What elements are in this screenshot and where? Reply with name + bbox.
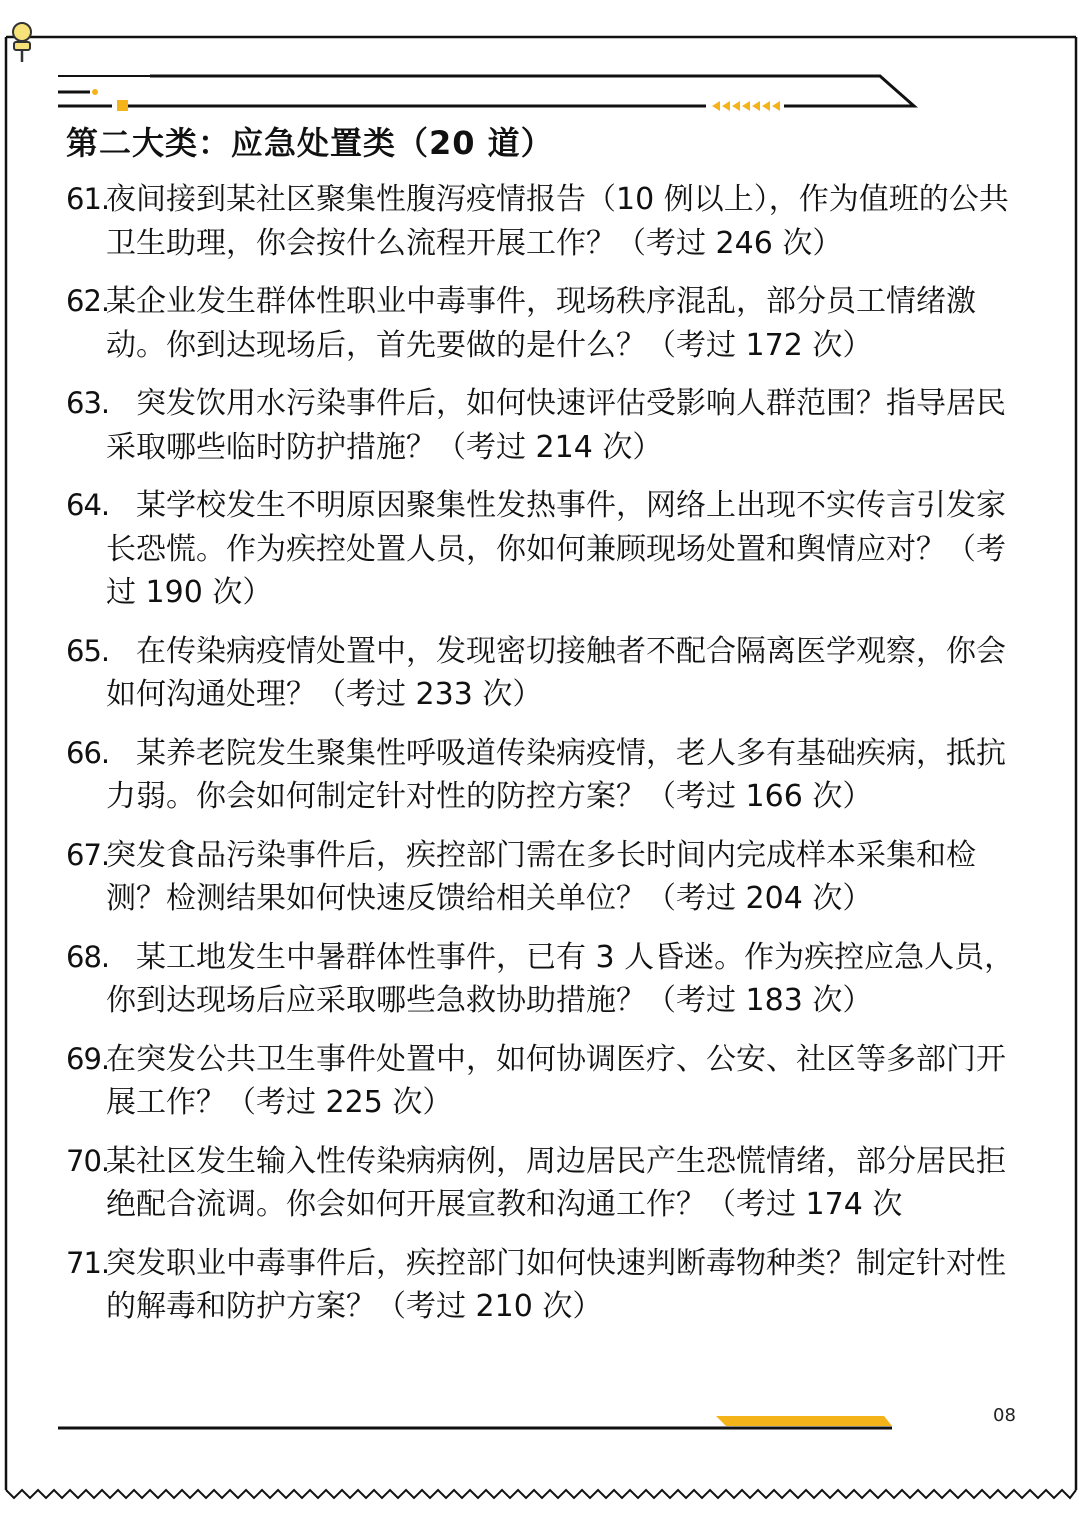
footer-decoration <box>58 1416 892 1428</box>
question-text: 突发职业中毒事件后，疾控部门如何快速判断毒物种类？制定针对性的解毒和防护方案？（考过 210 次） <box>106 1245 1006 1324</box>
question-list <box>66 178 1016 1344</box>
question-text: 某工地发生中暑群体性事件，已有 3 人昏迷。作为疾控应急人员，你到达现场后应采取哪些急救协助措施？（考过 183 次） <box>106 939 1015 1018</box>
question-item-67 <box>66 834 1016 921</box>
question-number: 70. <box>66 1143 110 1178</box>
question-number: 62. <box>66 284 110 318</box>
question-text: 夜间接到某社区聚集性腹泻疫情报告（10 例以上），作为值班的公共卫生助理，你会按什么流程开展工作？（考过 246 次） <box>106 182 1009 261</box>
question-number: 69. <box>66 1041 110 1076</box>
question-number: 68. <box>66 939 110 974</box>
question-item-61 <box>66 178 1016 265</box>
question-text: 在传染病疫情处置中，发现密切接触者不配合隔离医学观察，你会如何沟通处理？（考过 233 次） <box>106 633 1006 712</box>
question-item-65 <box>66 630 1016 717</box>
question-item-71 <box>66 1242 1016 1329</box>
arrow-decoration-icon <box>712 101 780 111</box>
question-number: 63. <box>66 386 110 420</box>
question-text: 某养老院发生聚集性呼吸道传染病疫情，老人多有基础疾病，抵抗力弱。你会如何制定针对性的防控方案？（考过 166 次） <box>106 735 1006 814</box>
question-number: 66. <box>66 735 110 770</box>
question-item-68 <box>66 936 1016 1023</box>
question-item-64 <box>66 484 1016 615</box>
header-decoration <box>58 76 914 111</box>
question-text: 某社区发生输入性传染病病例，周边居民产生恐慌情绪，部分居民拒绝配合流调。你会如何开展宣教和沟通工作？（考过 174 次 <box>106 1143 1006 1222</box>
question-text: 突发食品污染事件后，疾控部门需在多长时间内完成样本采集和检测？检测结果如何快速反馈给相关单位？（考过 204 次） <box>106 837 976 916</box>
section-title: 第二大类：应急处置类（20 道） <box>66 124 554 162</box>
pushpin-icon <box>13 23 31 62</box>
question-item-66 <box>66 732 1016 819</box>
question-number: 65. <box>66 633 110 668</box>
question-number: 71. <box>66 1245 110 1280</box>
question-number: 67. <box>66 837 110 872</box>
question-number: 61. <box>66 182 110 216</box>
zigzag-bottom-edge <box>6 1490 1076 1498</box>
question-text: 在突发公共卫生事件处置中，如何协调医疗、公安、社区等多部门开展工作？（考过 225 次） <box>106 1041 1006 1120</box>
question-text: 突发饮用水污染事件后，如何快速评估受影响人群范围？指导居民采取哪些临时防护措施？（考过 214 次） <box>106 386 1006 465</box>
question-text: 某学校发生不明原因聚集性发热事件，网络上出现不实传言引发家长恐慌。作为疾控处置人员，你如何兼顾现场处置和舆情应对？（考过 190 次） <box>106 488 1006 610</box>
question-item-69 <box>66 1038 1016 1125</box>
question-item-70 <box>66 1140 1016 1227</box>
question-item-62 <box>66 280 1016 367</box>
page-number: 08 <box>993 1405 1016 1426</box>
question-number: 64. <box>66 488 110 522</box>
question-text: 某企业发生群体性职业中毒事件，现场秩序混乱，部分员工情绪激动。你到达现场后，首先要做的是什么？（考过 172 次） <box>106 284 976 363</box>
question-item-63 <box>66 382 1016 469</box>
